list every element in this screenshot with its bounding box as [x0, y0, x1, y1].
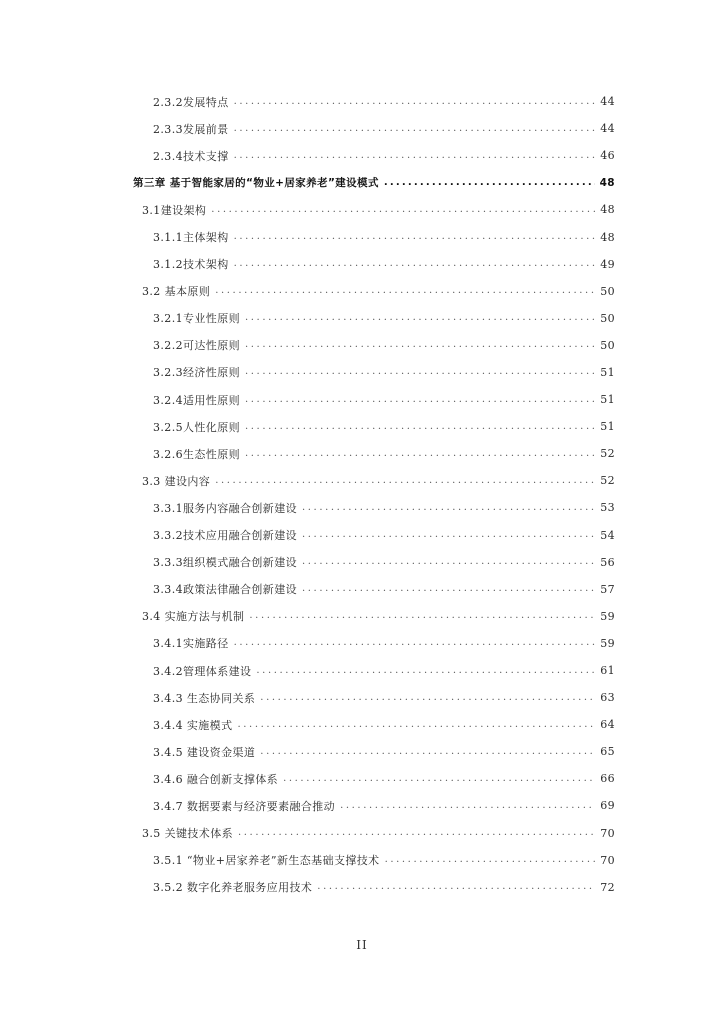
toc-entry[interactable]	[0, 603, 724, 630]
table-of-contents	[0, 88, 724, 901]
toc-entry[interactable]	[0, 386, 724, 413]
toc-entry-page-number: 48	[600, 203, 615, 217]
toc-entry-page-number: 57	[600, 582, 615, 596]
toc-entry-page-number: 52	[600, 447, 615, 461]
toc-entry-title: 3.1建设架构	[142, 203, 207, 217]
dot-leader	[283, 774, 595, 784]
toc-entry-page-number: 44	[600, 122, 615, 136]
toc-entry-page-number: 51	[600, 365, 615, 379]
toc-entry-page-number: 53	[600, 501, 615, 515]
dot-leader	[249, 611, 595, 621]
toc-entry-title: 3.3 建设内容	[142, 474, 211, 488]
dot-leader	[215, 286, 595, 296]
toc-entry[interactable]	[0, 278, 724, 305]
toc-entry[interactable]	[0, 576, 724, 603]
toc-entry-page-number: 65	[600, 745, 615, 759]
toc-entry-title: 3.5.1 “物业+居家养老”新生态基础支撑技术	[153, 854, 380, 868]
toc-entry-title: 3.2.6生态性原则	[153, 447, 240, 461]
toc-entry-page-number: 52	[600, 474, 615, 488]
toc-entry[interactable]	[0, 820, 724, 847]
toc-entry[interactable]	[0, 467, 724, 494]
toc-entry-page-number: 64	[600, 718, 615, 732]
dot-leader	[245, 395, 595, 405]
toc-entry[interactable]	[0, 413, 724, 440]
toc-entry[interactable]	[0, 847, 724, 874]
toc-entry-page-number: 70	[600, 826, 615, 840]
dot-leader	[302, 503, 595, 513]
toc-entry[interactable]	[0, 738, 724, 765]
toc-entry-title: 2.3.3发展前景	[153, 122, 229, 136]
toc-entry-title: 2.3.2发展特点	[153, 95, 229, 109]
toc-entry-page-number: 54	[600, 528, 615, 542]
toc-entry[interactable]	[0, 657, 724, 684]
toc-entry-title: 2.3.4技术支撑	[153, 149, 229, 163]
toc-entry[interactable]	[0, 874, 724, 901]
dot-leader	[302, 584, 595, 594]
toc-entry-page-number: 51	[600, 393, 615, 407]
toc-entry[interactable]	[0, 792, 724, 819]
toc-entry[interactable]	[0, 223, 724, 250]
toc-entry-page-number: 51	[600, 420, 615, 434]
dot-leader	[260, 747, 595, 757]
toc-entry[interactable]	[0, 711, 724, 738]
toc-entry[interactable]	[0, 440, 724, 467]
dot-leader	[234, 638, 596, 648]
toc-entry-title: 3.2.5人性化原则	[153, 420, 240, 434]
toc-entry-page-number: 56	[600, 555, 615, 569]
dot-leader	[317, 882, 595, 892]
toc-entry-page-number: 72	[600, 880, 615, 894]
toc-entry-title: 3.3.2技术应用融合创新建设	[153, 529, 297, 543]
toc-entry[interactable]	[0, 549, 724, 576]
toc-entry-title: 3.4.2管理体系建设	[153, 664, 252, 678]
toc-entry-page-number: 69	[600, 799, 615, 813]
dot-leader	[302, 530, 595, 540]
toc-entry-page-number: 59	[600, 636, 615, 650]
toc-entry-page-number: 50	[600, 311, 615, 325]
toc-entry-page-number: 50	[600, 284, 615, 298]
toc-entry-title: 3.4.7 数据要素与经济要素融合推动	[153, 799, 336, 813]
toc-entry-title: 3.2.4适用性原则	[153, 393, 240, 407]
toc-entry-page-number: 61	[600, 664, 615, 678]
toc-entry-title: 3.2 基本原则	[142, 285, 211, 299]
toc-entry[interactable]	[0, 359, 724, 386]
toc-entry-title: 3.2.3经济性原则	[153, 366, 240, 380]
dot-leader	[260, 693, 595, 703]
dot-leader	[211, 205, 595, 215]
toc-entry[interactable]	[0, 684, 724, 711]
toc-entry-page-number: 44	[600, 95, 615, 109]
dot-leader	[245, 422, 595, 432]
toc-entry[interactable]	[0, 251, 724, 278]
toc-entry-title: 3.4.5 建设资金渠道	[153, 745, 256, 759]
toc-entry-title: 3.2.2可达性原则	[153, 339, 240, 353]
toc-entry-title: 3.4.3 生态协同关系	[153, 691, 256, 705]
dot-leader	[234, 124, 596, 134]
dot-leader	[302, 557, 595, 567]
toc-entry-title: 3.5 关键技术体系	[142, 827, 233, 841]
toc-entry[interactable]	[0, 765, 724, 792]
toc-entry-title: 3.4.1实施路径	[153, 637, 229, 651]
toc-entry-title: 3.3.4政策法律融合创新建设	[153, 583, 297, 597]
dot-leader	[245, 449, 595, 459]
dot-leader	[385, 855, 596, 865]
toc-entry[interactable]	[0, 196, 724, 223]
toc-entry[interactable]	[0, 169, 724, 196]
toc-entry-title: 3.1.1主体架构	[153, 231, 229, 245]
dot-leader	[234, 151, 596, 161]
dot-leader	[238, 720, 596, 730]
dot-leader	[245, 313, 595, 323]
toc-entry[interactable]	[0, 332, 724, 359]
dot-leader	[234, 97, 596, 107]
toc-entry-title: 3.2.1专业性原则	[153, 312, 240, 326]
dot-leader	[245, 340, 595, 350]
toc-entry[interactable]	[0, 88, 724, 115]
toc-entry-title: 3.3.3组织模式融合创新建设	[153, 556, 297, 570]
dot-leader	[215, 476, 595, 486]
toc-entry-page-number: 48	[599, 176, 615, 189]
toc-entry-page-number: 46	[600, 149, 615, 163]
toc-entry[interactable]	[0, 630, 724, 657]
dot-leader	[256, 666, 595, 676]
toc-entry-page-number: 50	[600, 338, 615, 352]
toc-entry[interactable]	[0, 305, 724, 332]
toc-entry-title: 3.5.2 数字化养老服务应用技术	[153, 881, 313, 895]
dot-leader	[238, 828, 595, 838]
toc-entry-page-number: 70	[600, 853, 615, 867]
toc-entry-page-number: 49	[600, 257, 615, 271]
toc-entry[interactable]	[0, 494, 724, 521]
toc-entry-title: 3.4 实施方法与机制	[142, 610, 245, 624]
toc-entry-page-number: 48	[600, 230, 615, 244]
toc-entry-page-number: 66	[600, 772, 615, 786]
toc-entry-page-number: 63	[600, 691, 615, 705]
dot-leader	[234, 259, 596, 269]
dot-leader	[234, 232, 596, 242]
toc-entry-title: 第三章 基于智能家居的“物业+居家养老”建设模式	[133, 177, 379, 190]
toc-entry[interactable]	[0, 142, 724, 169]
toc-entry-title: 3.4.6 融合创新支撑体系	[153, 772, 279, 786]
toc-entry-page-number: 59	[600, 609, 615, 623]
toc-entry-title: 3.1.2技术架构	[153, 258, 229, 272]
page-number: II	[356, 938, 368, 952]
dot-leader	[384, 178, 595, 188]
toc-entry[interactable]	[0, 522, 724, 549]
dot-leader	[340, 801, 595, 811]
toc-entry-title: 3.3.1服务内容融合创新建设	[153, 501, 297, 515]
toc-entry-title: 3.4.4 实施模式	[153, 718, 233, 732]
toc-entry[interactable]	[0, 115, 724, 142]
dot-leader	[245, 367, 595, 377]
